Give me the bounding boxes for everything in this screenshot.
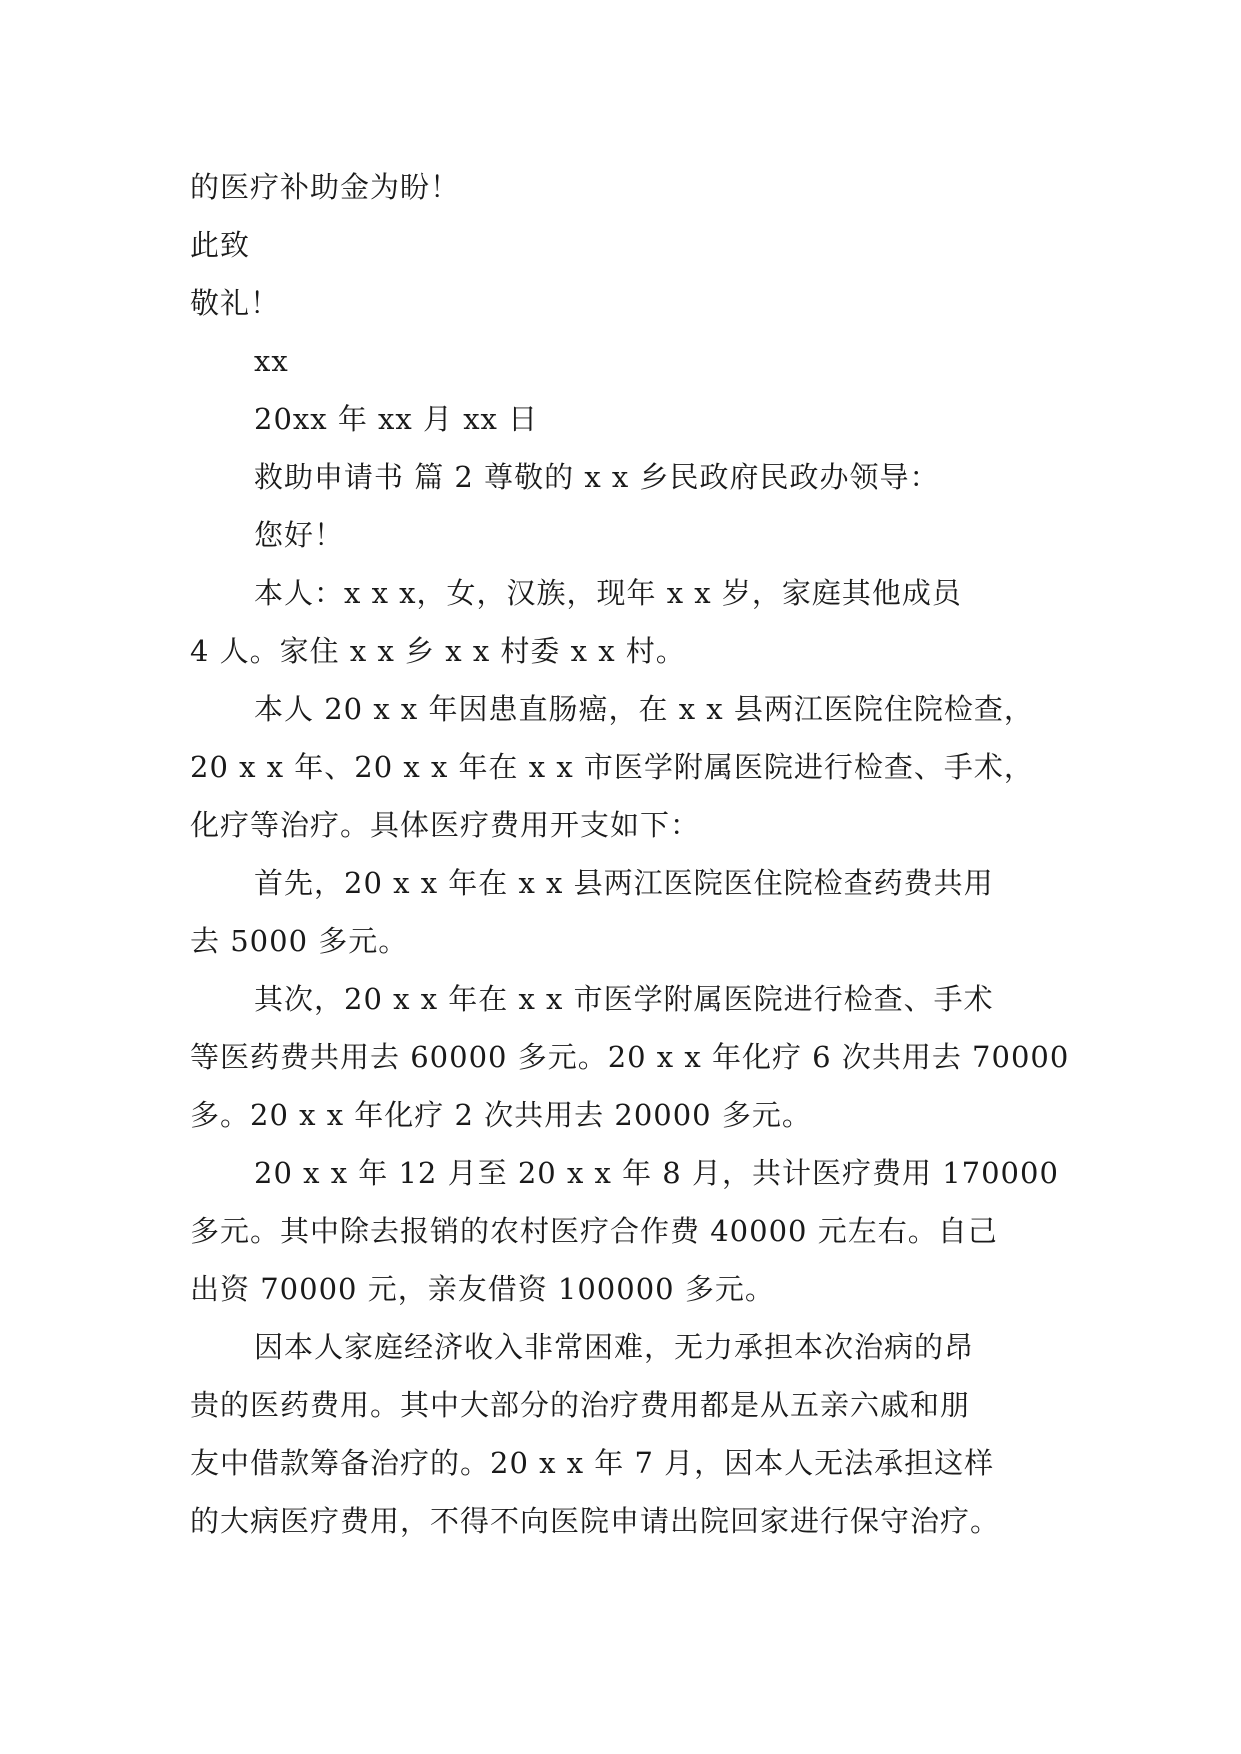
text-line: 此致 (190, 228, 251, 262)
text-line: 友中借款筹备治疗的。20 x x 年 7 月，因本人无法承担这样 (190, 1446, 995, 1480)
text-line: 本人 20 x x 年因患直肠癌，在 x x 县两江医院住院检查， (254, 692, 1034, 726)
section-heading: 救助申请书 篇 2 尊敬的 x x 乡民政府民政办领导： (254, 460, 940, 494)
text-line: 等医药费共用去 60000 多元。20 x x 年化疗 6 次共用去 70000 (190, 1040, 1070, 1074)
text-line: 的大病医疗费用，不得不向医院申请出院回家进行保守治疗。 (190, 1504, 1001, 1538)
text-line: 其次，20 x x 年在 x x 市医学附属医院进行检查、手术 (254, 982, 994, 1016)
text-line: 本人：x x x，女，汉族，现年 x x 岁，家庭其他成员 (254, 576, 962, 610)
document-body (190, 158, 1070, 1550)
text-line: 化疗等治疗。具体医疗费用开支如下： (190, 808, 701, 842)
text-line: 20 x x 年、20 x x 年在 x x 市医学附属医院进行检查、手术， (190, 750, 1034, 784)
text-line: 多。20 x x 年化疗 2 次共用去 20000 多元。 (190, 1098, 812, 1132)
text-line: 去 5000 多元。 (190, 924, 409, 958)
text-line: 敬礼！ (190, 286, 281, 320)
text-line: 4 人。家住 x x 乡 x x 村委 x x 村。 (190, 634, 686, 668)
greeting: 您好！ (254, 518, 345, 552)
signature-name: xx (254, 344, 289, 378)
text-line: 的医疗补助金为盼！ (190, 170, 461, 204)
text-line: 出资 70000 元，亲友借资 100000 多元。 (190, 1272, 775, 1306)
signature-date: 20xx 年 xx 月 xx 日 (254, 402, 539, 436)
text-line: 多元。其中除去报销的农村医疗合作费 40000 元左右。自己 (190, 1214, 998, 1248)
text-line: 20 x x 年 12 月至 20 x x 年 8 月，共计医疗费用 170000 (254, 1156, 1059, 1190)
text-line: 因本人家庭经济收入非常困难，无力承担本次治病的昂 (254, 1330, 975, 1364)
text-line: 首先，20 x x 年在 x x 县两江医院医住院检查药费共用 (254, 866, 994, 900)
text-line: 贵的医药费用。其中大部分的治疗费用都是从五亲六戚和朋 (190, 1388, 971, 1422)
